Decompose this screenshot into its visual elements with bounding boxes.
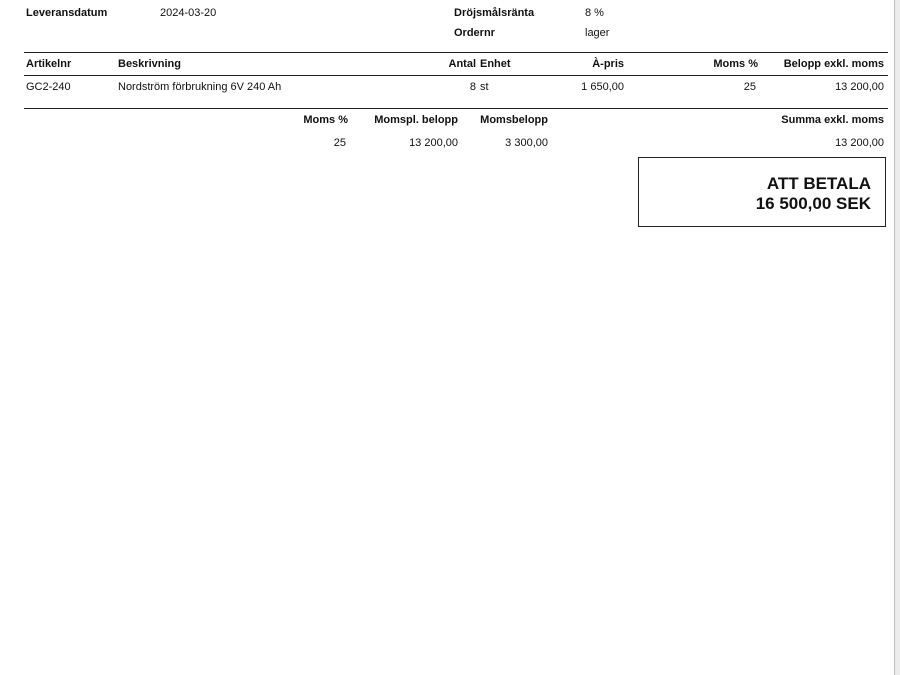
col-amount-ex-vat: Belopp exkl. moms: [783, 58, 884, 70]
col-vat-percent: Moms %: [713, 58, 758, 70]
row-quantity: 8: [469, 81, 476, 93]
to-pay-amount: 16 500,00 SEK: [755, 194, 871, 213]
sum-col-vat-base: Momspl. belopp: [374, 114, 458, 126]
sum-vat-base: 13 200,00: [409, 137, 458, 149]
col-article-no: Artikelnr: [26, 58, 72, 70]
row-vat-percent: 25: [743, 81, 756, 93]
col-description: Beskrivning: [118, 58, 181, 70]
col-quantity: Antal: [448, 58, 476, 70]
row-description: Nordström förbrukning 6V 240 Ah: [118, 81, 282, 93]
order-no-label: Ordernr: [454, 27, 495, 39]
sum-col-vat-percent: Moms %: [303, 114, 348, 126]
to-pay-box: [638, 157, 886, 227]
order-no-value: lager: [585, 27, 610, 39]
late-interest-label: Dröjsmålsränta: [454, 7, 535, 19]
divider-top: [24, 52, 888, 53]
row-article-no: GC2-240: [26, 81, 71, 93]
row-unit-price: 1 650,00: [581, 81, 624, 93]
late-interest-value: 8 %: [585, 7, 604, 19]
sum-col-vat-amount: Momsbelopp: [480, 114, 548, 126]
to-pay-label: ATT BETALA: [766, 174, 871, 193]
delivery-date-label: Leveransdatum: [26, 7, 108, 19]
col-unit: Enhet: [480, 58, 511, 70]
viewer-scroll-edge[interactable]: [894, 0, 900, 675]
delivery-date-value: 2024-03-20: [160, 7, 217, 19]
sum-col-total-ex-vat: Summa exkl. moms: [781, 114, 884, 126]
sum-vat-amount: 3 300,00: [505, 137, 548, 149]
divider-header: [24, 75, 888, 76]
divider-summary: [24, 108, 888, 109]
row-amount-ex-vat: 13 200,00: [835, 81, 884, 93]
col-unit-price: À-pris: [592, 58, 624, 70]
sum-total-ex-vat: 13 200,00: [835, 137, 884, 149]
row-unit: st: [480, 81, 489, 93]
sum-vat-percent: 25: [333, 137, 346, 149]
